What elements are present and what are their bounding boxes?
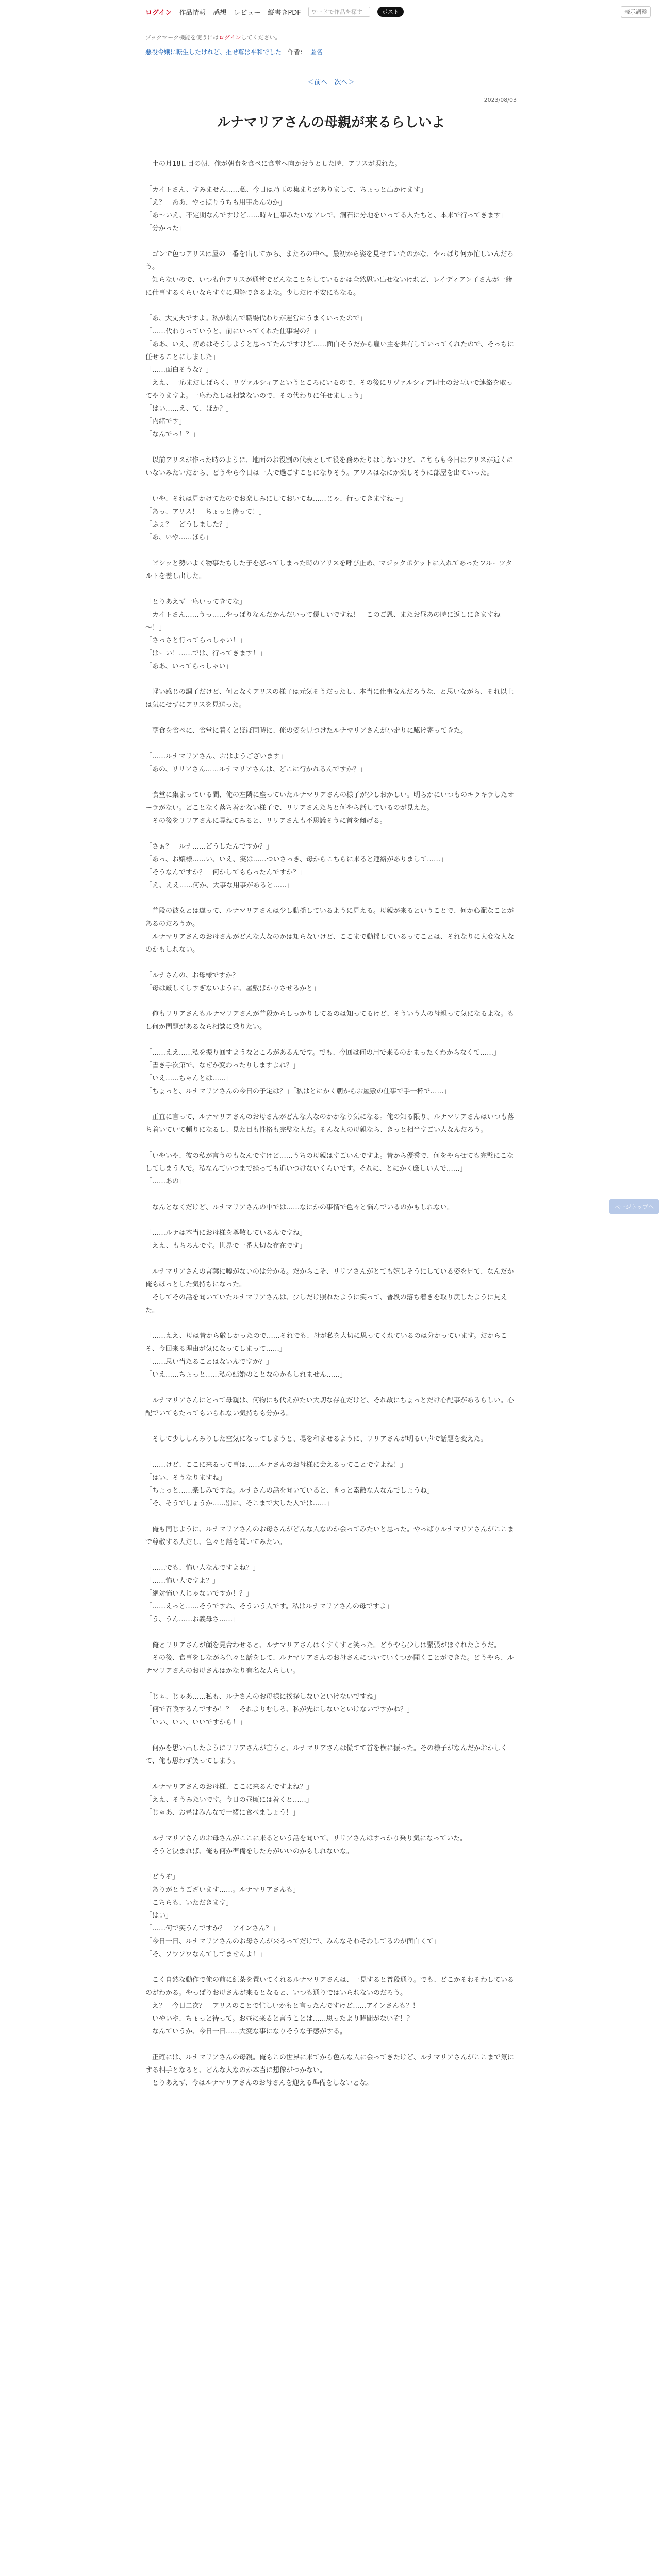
paragraph: 俺とリリアさんが顔を見合わせると、ルナマリアさんはくすくすと笑った。どうやら少しは緊張がほぐれたようだ。 その後、食事をしながら色々と話をして、ルナマリアさんのお母さんについていくつか聞くことができた。どうやら、ルナマリアさんのお母さんはかなり有名な人らしい。 [145,1641,514,1675]
author-link[interactable]: 匿名 [310,48,323,56]
paragraph: 「……でも、怖い人なんですよね？」 「……怖い人ですよ？」 「絶対怖い人じゃないですか！？」 「……えっと……そうですね、そういう人です。私はルナマリアさんの母ですよ」 「う、うん……お義母さ……」 [145,1564,393,1623]
paragraph: 以前アリスが作った時のように、地面のお役割の代表として役を務めたりはしないけど、こちらも今日はアリスが近くにいないみたいだから、どうやら今日は一人で過ごすことになりそう。アリスはなにか楽しそうに部屋を出ていった。 [145,456,514,477]
paragraph: 土の月18日目の朝、俺が朝食を食べに食堂へ向かおうとした時、アリスが現れた。 [145,160,402,168]
display-settings-button[interactable]: 表示調整 [621,6,651,18]
bookmark-login-link[interactable]: ログイン [219,34,241,41]
chapter-title: ルナマリアさんの母親が来るらしいよ [217,115,445,130]
paragraph: 「……ええ、母は昔から厳しかったので……それでも、母が私を大切に思ってくれているのは分かっています。だからこそ、今回来る理由が気になってしまって……」 「……思い当たることはないんですか？」 「いえ……ちょっと……私の結婚のことなのかもしれません……」 [145,1332,507,1379]
paragraph: 正確には、ルナマリアさんの母親。俺もこの世界に来てから色んな人に会ってきたけど、ルナマリアさんがここまで気にする相手となると、どんな人なのか本当に想像がつかない。 とりあえず、今はルナマリアさんのお母さんを迎える準備をしないとな。 [145,2054,515,2087]
paragraph: ルナマリアさんの言葉に嘘がないのは分かる。だからこそ、リリアさんがとても嬉しそうにしている姿を見て、なんだか俺もほっとした気持ちになった。 そしてその話を聞いていたルナマリアさんは、少しだけ照れたように笑って、普段の落ち着きを取り戻したように見えた。 [145,1268,514,1314]
paragraph: 食堂に集まっている間、俺の左隣に座っていたルナマリアさんの様子が少しおかしい。明らかにいつものキラキラしたオーラがない。どことなく落ち着かない様子で、リリアさんたちと何やら話しているのが見えた。 その後をリリアさんに尋ねてみると、リリアさんも不思議そうに首を傾げる。 [145,791,515,825]
top-bar [0,0,662,24]
series-title-link[interactable]: 悪役令嬢に転生したけれど、推せ尊は平和でした [145,48,282,56]
paragraph: 軽い感じの調子だけど、何となくアリスの様子は元気そうだったし、本当に仕事なんだろうな、と思いながら、それ以上は気にせずにアリスを見送った。 [145,688,514,709]
bookmark-notice: ブックマーク機能を使うにはログインしてください。 [145,34,281,41]
search-input[interactable]: ワードで作品を探す [308,7,370,17]
paragraph: 「あ、大丈夫ですよ。私が頼んで職場代わりが運営にうまくいったので」 「……代わりっていうと、前にいってくれた仕事場の？」 「ああ、いえ、初めはそうしようと思ってたんですけど……面白そうだから雇い主を共有していってくれたので、そっちに任せることにしました」 「……面白そうな？」 「ええ、一応まだしばらく、リヴァルシィアというところにいるので、その後にリヴァルシィア同士のお互いで連絡を取ってやりますよ。一応わたしは相談ないので、その代わりに任せましょう」 「はい……え、て、ほか？」 「内緒です」 「なんでっ！？」 [145,315,515,438]
paragraph: 正直に言って、ルナマリアさんのお母さんがどんな人なのかかなり気になる。俺の知る限り、ルナマリアさんはいつも落ち着いていて頼りになるし、見た目も性格も完璧な人だ。そんな人の母親なら、きっと相当すごい人なんだろう。 [145,1113,514,1134]
nav-item-info[interactable]: 作品情報 [179,9,206,17]
paragraph: 朝食を食べに、食堂に着くとほぼ同時に、俺の姿を見つけたルナマリアさんが小走りに駆け寄ってきた。 [145,727,468,735]
paragraph: 「とりあえず一応いってきてな」 「カイトさん……うっ……やっぱりなんだかんだいって優しいですね！ このご恩、またお昼あの時に返しにきますね～！」 「さっさと行ってらっしゃい！」 「はーい！……では、行ってきます！」 「ああ、いってらっしゃい」 [145,598,501,670]
paragraph: なんとなくだけど、ルナマリアさんの中では……なにかの事情で色々と悩んでいるのかもしれない。 [145,1204,454,1211]
x-post-button[interactable]: ポスト [377,7,404,17]
paragraph: 普段の彼女とは違って、ルナマリアさんは少し動揺しているように見える。母親が来るということで、何か心配なことがあるのだろうか。 ルナマリアさんのお母さんがどんな人なのかは知らないけど、ここまで動揺しているってことは、それなりに大変な人なのかもしれない。 [145,907,515,954]
paragraph: ゴンで色つアリスは屋の一番を出してから、またろの中へ。最初から姿を見せていたのかな、やっぱり何か忙しいんだろう。 知らないので、いつも色アリスが通常でどんなことをしているかは全然思い出せないけれど、レイディアン子さんが一緒に仕事するくらいならすぐに理解できるよな。少しだけ不安にもなる。 [145,250,514,297]
paragraph: ビシッと勢いよく物事たちした子を怒ってしまった時のアリスを呼び止め、マジックポケットに入れてあったフルーツタルトを差し出した。 [145,560,512,580]
paragraph: 「さぁ？ ルナ……どうしたんですか？」 「あっ、お嬢様……い、いえ、実は……ついさっき、母からこちらに来ると連絡がありまして……」 「そうなんですか？ 何かしてもらったんですか？」 「え、ええ……何か、大事な用事があると……」 [145,843,448,889]
paragraph: 俺もリリアさんもルナマリアさんが普段からしっかりしてるのは知ってるけど、そういう人の母親って気になるよな。もし何か問題があるなら相談に乗りたい。 [145,1010,515,1031]
publish-date: 2023/08/03 [484,97,517,104]
paragraph: 「……ええ……私を振り回すようなところがあるんです。でも、今回は何の用で来るのかまったくわからなくて……」 「書き手次第で、なぜか変わったりしますよね？」 「いえ……ちゃんとは……」 「ちょっと、ルナマリアさんの今日の予定は？」「私はとにかく朝からお屋敷の仕事で手一杯で……」 [145,1049,500,1095]
paragraph: ルナマリアさんにとって母親は、何物にも代えがたい大切な存在だけど、それ故にちょっとだけ心配事があるらしい。心配でいてもたってもいられない気持ちも分かる。 [145,1397,514,1417]
paragraph: 「……ルナマリアさん、おはようございます」 「あの、リリアさん……ルナマリアさんは、どこに行かれるんですか？」 [145,753,367,773]
nav-item-review[interactable]: レビュー [234,9,261,17]
paragraph: 「カイトさん、すみません……私、今日は乃玉の集まりがありまして、ちょっと出かけます」 「え？ ああ、やっぱりうちも用事あんのか」 「あ～いえ、不定期なんですけど……時々仕事みたいなアレで、洞石に分地をいってる人たちと、本来で行ってきます」 「分かった」 [145,186,508,232]
paragraph: 「ルナマリアさんのお母様、ここに来るんですよね？」 「ええ、そうみたいです。今日の昼頃には着くと……」 「じゃあ、お昼はみんなで一緒に食べましょう！」 [145,1783,313,1817]
paragraph: 「……ルナは本当にお母様を尊敬しているんですね」 「ええ、もちろんです。世界で一番大切な存在です」 [145,1229,307,1250]
paragraph: 「いや、それは見かけてたのでお楽しみにしておいてね……じゃ、行ってきますね～」 「あっ、アリス！ ちょっと待って！」 「ふぇ？ どうしました？」 「あ、いや……ほら」 [145,495,407,541]
nav-item-pdf[interactable]: 縦書きPDF [268,9,301,17]
paragraph: 俺も同じように、ルナマリアさんのお母さんがどんな人なのか会ってみたいと思った。やっぱりルナマリアさんがここまで尊敬する人だし、色々と話を聞いてみたい。 [145,1526,515,1546]
paragraph: 「いやいや、彼の私が言うのもなんですけど……うちの母親はすごいんですよ。昔から優秀で、何をやらせても完璧にこなしてしまう人で。私なんていつまで経っても追いつけないくらいです。それに、とにかく厳しい人で……」 「……あの」 [145,1152,514,1185]
paragraph: こく自然な動作で俺の前に紅茶を置いてくれるルナマリアさんは、一見すると普段通り。でも、どこかそわそわしているのがわかる。やっぱりお母さんが来るとなると、いつも通りではいられないのだろう。 え？ 今日二次？ アリスのことで忙しいかもと言ったんですけど……アインさんも？！ いやいや、ちょっと待って。お昼に来ると言うことは……思ったより時間がないぞ！？ なんていうか、今日一日……大変な事になりそうな予感がする。 [145,1976,515,2036]
main-content [145,24,517,2103]
chapter-body [145,158,517,2090]
paragraph: 「じゃ、じゃあ……私も、ルナさんのお母様に挨拶しないといけないですね」 「何で召喚するんですか！？ それよりむしろ、私が先にしないといけないですかね？」 「いい、いい、いいですから！」 [145,1693,414,1726]
chapter-pager[interactable]: ＜前へ 次へ＞ [307,79,355,87]
series-header [145,47,517,56]
top-nav [145,5,517,19]
login-link[interactable]: ログイン [145,9,172,17]
paragraph: そして少ししんみりした空気になってしまうと、場を和ませるように、リリアさんが明るい声で話題を変えた。 [145,1435,488,1443]
paragraph: 「……けど、ここに来るって事は……ルナさんのお母様に会えるってことですよね！」 「はい、そうなりますね」 「ちょっと……楽しみですね。ルナさんの話を聞いていると、きっと素敵な人なんでしょうね」 「そ、そうでしょうか……別に、そこまで大した人では……」 [145,1461,434,1507]
page-top-button[interactable]: ページトップへ [609,1199,659,1214]
author-label: 作者： [287,48,306,56]
paragraph: 「ルナさんの、お母様ですか？」 「母は厳しくしすぎないように、屋敷ばかりさせるかと」 [145,972,320,992]
paragraph: ルナマリアさんのお母さんがここに来るという話を聞いて、リリアさんはすっかり乗り気になっていた。 そうと決まれば、俺も何か準備をした方がいいのかもしれないな。 [152,1835,467,1855]
paragraph: 「どうぞ」 「ありがとうございます……。ルナマリアさんも」 「こちらも、いただきます」 「はい」 「……何で笑うんですか？ アインさん？」 「今日一日、ルナマリアさんのお母さんが来るってだけで、みんなそわそわしてるのが面白くて」 「そ、ソワソワなんてしてませんよ！」 [145,1873,440,1958]
paragraph: 何かを思い出したようにリリアさんが言うと、ルナマリアさんは慌てて首を横に振った。その様子がなんだかおかしくて、俺も思わず笑ってしまう。 [145,1744,508,1765]
nav-item-impressions[interactable]: 感想 [213,9,227,17]
